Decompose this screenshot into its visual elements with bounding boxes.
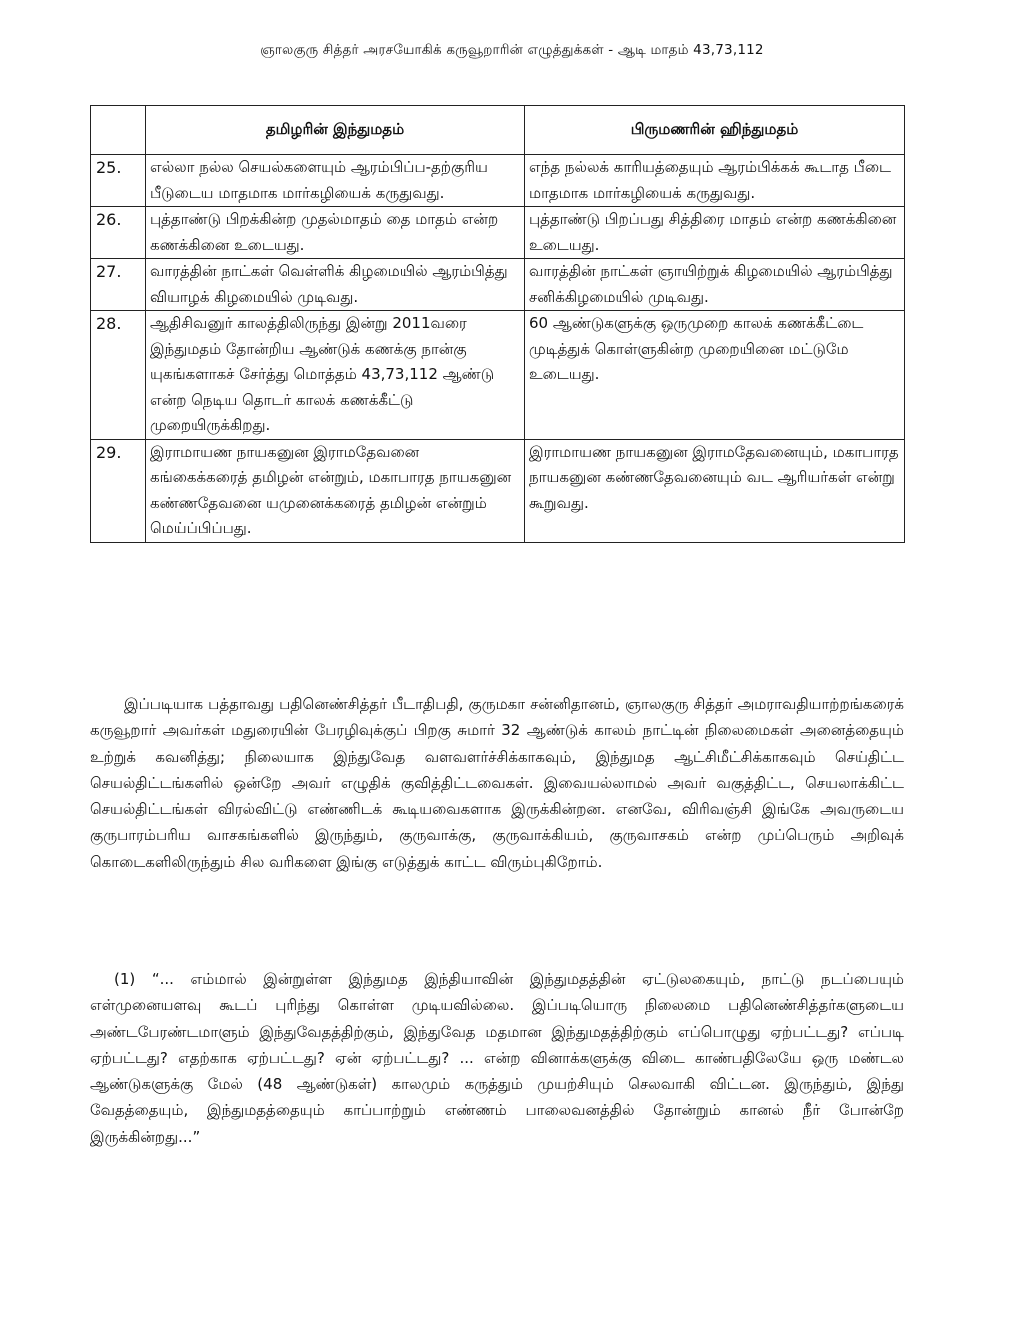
page-header: ஞாலகுரு சித்தர் அரசயோகிக் கருவூறாரின் எழுத்துக்கள் - ஆடி மாதம் 43,73,112 (260, 42, 764, 58)
column-header-brahmin-hinduism: பிருமணரின் ஹிந்துமதம் (525, 106, 905, 155)
comparison-table (90, 105, 905, 543)
row-brahmin-cell: இராமாயண நாயகனுன இராமதேவனையும், மகாபாரத நாயகனுன கண்ணதேவனையும் வட ஆரியர்கள் என்று கூறுவது. (525, 439, 905, 542)
row-number: 28. (91, 311, 146, 440)
row-brahmin-cell: வாரத்தின் நாட்கள் ஞாயிற்றுக் கிழமையில் ஆரம்பித்து சனிக்கிழமையில் முடிவது. (525, 259, 905, 311)
row-number: 27. (91, 259, 146, 311)
table-row (91, 439, 905, 542)
table-header-row (91, 106, 905, 155)
row-brahmin-cell: எந்த நல்லக் காரியத்தையும் ஆரம்பிக்கக் கூடாத பீடை மாதமாக மார்கழியைக் கருதுவது. (525, 155, 905, 207)
table-row (91, 207, 905, 259)
row-brahmin-cell: 60 ஆண்டுகளுக்கு ஒருமுறை காலக் கணக்கீட்டை முடித்துக் கொள்ளுகின்ற முறையினை மட்டுமே உடையது. (525, 311, 905, 440)
column-header-number (91, 106, 146, 155)
row-tamil-cell: ஆதிசிவனுர் காலத்திலிருந்து இன்று 2011வரை இந்துமதம் தோன்றிய ஆண்டுக் கணக்கு நான்கு யுகங்களாகச் சேர்த்து மொத்தம் 43,73,112 ஆண்டு என்ற நெடிய தொடர் காலக் கணக்கீட்டு முறையிருக்கிறது. (146, 311, 525, 440)
comparison-table-container (90, 105, 904, 543)
row-tamil-cell: வாரத்தின் நாட்கள் வெள்ளிக் கிழமையில் ஆரம்பித்து வியாழக் கிழமையில் முடிவது. (146, 259, 525, 311)
row-number: 29. (91, 439, 146, 542)
table-row (91, 259, 905, 311)
table-row (91, 155, 905, 207)
row-tamil-cell: இராமாயண நாயகனுன இராமதேவனை கங்கைக்கரைத் தமிழன் என்றும், மகாபாரத நாயகனுன கண்ணதேவனை யமுனைக்கரைத் தமிழன் என்றும் மெய்ப்பிப்பது. (146, 439, 525, 542)
column-header-tamil-hinduism: தமிழரின் இந்துமதம் (146, 106, 525, 155)
row-number: 26. (91, 207, 146, 259)
table-row (91, 311, 905, 440)
row-number: 25. (91, 155, 146, 207)
row-brahmin-cell: புத்தாண்டு பிறப்பது சித்திரை மாதம் என்ற கணக்கினை உடையது. (525, 207, 905, 259)
row-tamil-cell: எல்லா நல்ல செயல்களையும் ஆரம்பிப்ப-தற்குரிய பீடுடைய மாதமாக மார்கழியைக் கருதுவது. (146, 155, 525, 207)
row-tamil-cell: புத்தாண்டு பிறக்கின்ற முதல்மாதம் தை மாதம் என்ற கணக்கினை உடையது. (146, 207, 525, 259)
body-paragraph-quote: (1) “... எம்மால் இன்றுள்ள இந்துமத இந்தியாவின் இந்துமதத்தின் ஏட்டுலகையும், நாட்டு நடப்பையும் எள்முனையளவு கூடப் புரிந்து கொள்ள முடியவில்லை. இப்படியொரு நிலைமை பதினெண்சித்தர்களுடைய அண்டபேரண்டமாளும் இந்துவேதத்திற்கும், இந்துவேத மதமான இந்துமதத்திற்கும் எப்பொழுது ஏற்பட்டது? எப்படி ஏற்பட்டது? எதற்காக ஏற்பட்டது? ஏன் ஏற்பட்டது? ... என்ற வினாக்களுக்கு விடை காண்பதிலேயே ஒரு மண்டல ஆண்டுகளுக்கு மேல் (48 ஆண்டுகள்) காலமும் கருத்தும் முயற்சியும் செலவாகி விட்டன. இருந்தும், இந்து வேதத்தையும், இந்துமதத்தையும் காப்பாற்றும் எண்ணம் பாலைவனத்தில் தோன்றும் கானல் நீர் போன்றே இருக்கின்றது...” (90, 970, 904, 1146)
body-paragraph-1: இப்படியாக பத்தாவது பதினெண்சித்தர் பீடாதிபதி, குருமகா சன்னிதானம், ஞாலகுரு சித்தர் அமராவதியாற்றங்கரைக் கருவூறார் அவர்கள் மதுரையின் பேரழிவுக்குப் பிறகு சுமார் 32 ஆண்டுக் காலம் நாட்டின் நிலைமைகள் அனைத்தையும் உற்றுக் கவனித்து; நிலையாக இந்துவேத வளவளர்ச்சிக்காகவும், இந்துமத ஆட்சிமீட்சிக்காகவும் செய்திட்ட செயல்திட்டங்களில் ஒன்றே அவர் எழுதிக் குவித்திட்டவைகள். இவையல்லாமல் அவர் வகுத்திட்ட, செயலாக்கிட்ட செயல்திட்டங்கள் விரல்விட்டு எண்ணிடக் கூடியவைகளாக இருக்கின்றன. எனவே, விரிவஞ்சி இங்கே அவருடைய குருபாரம்பரிய வாசகங்களில் இருந்தும், குருவாக்கு, குருவாக்கியம், குருவாசகம் என்ற முப்பெரும் அறிவுக் கொடைகளிலிருந்தும் சில வரிகளை இங்கு எடுத்துக் காட்ட விரும்புகிறோம். (90, 695, 904, 871)
